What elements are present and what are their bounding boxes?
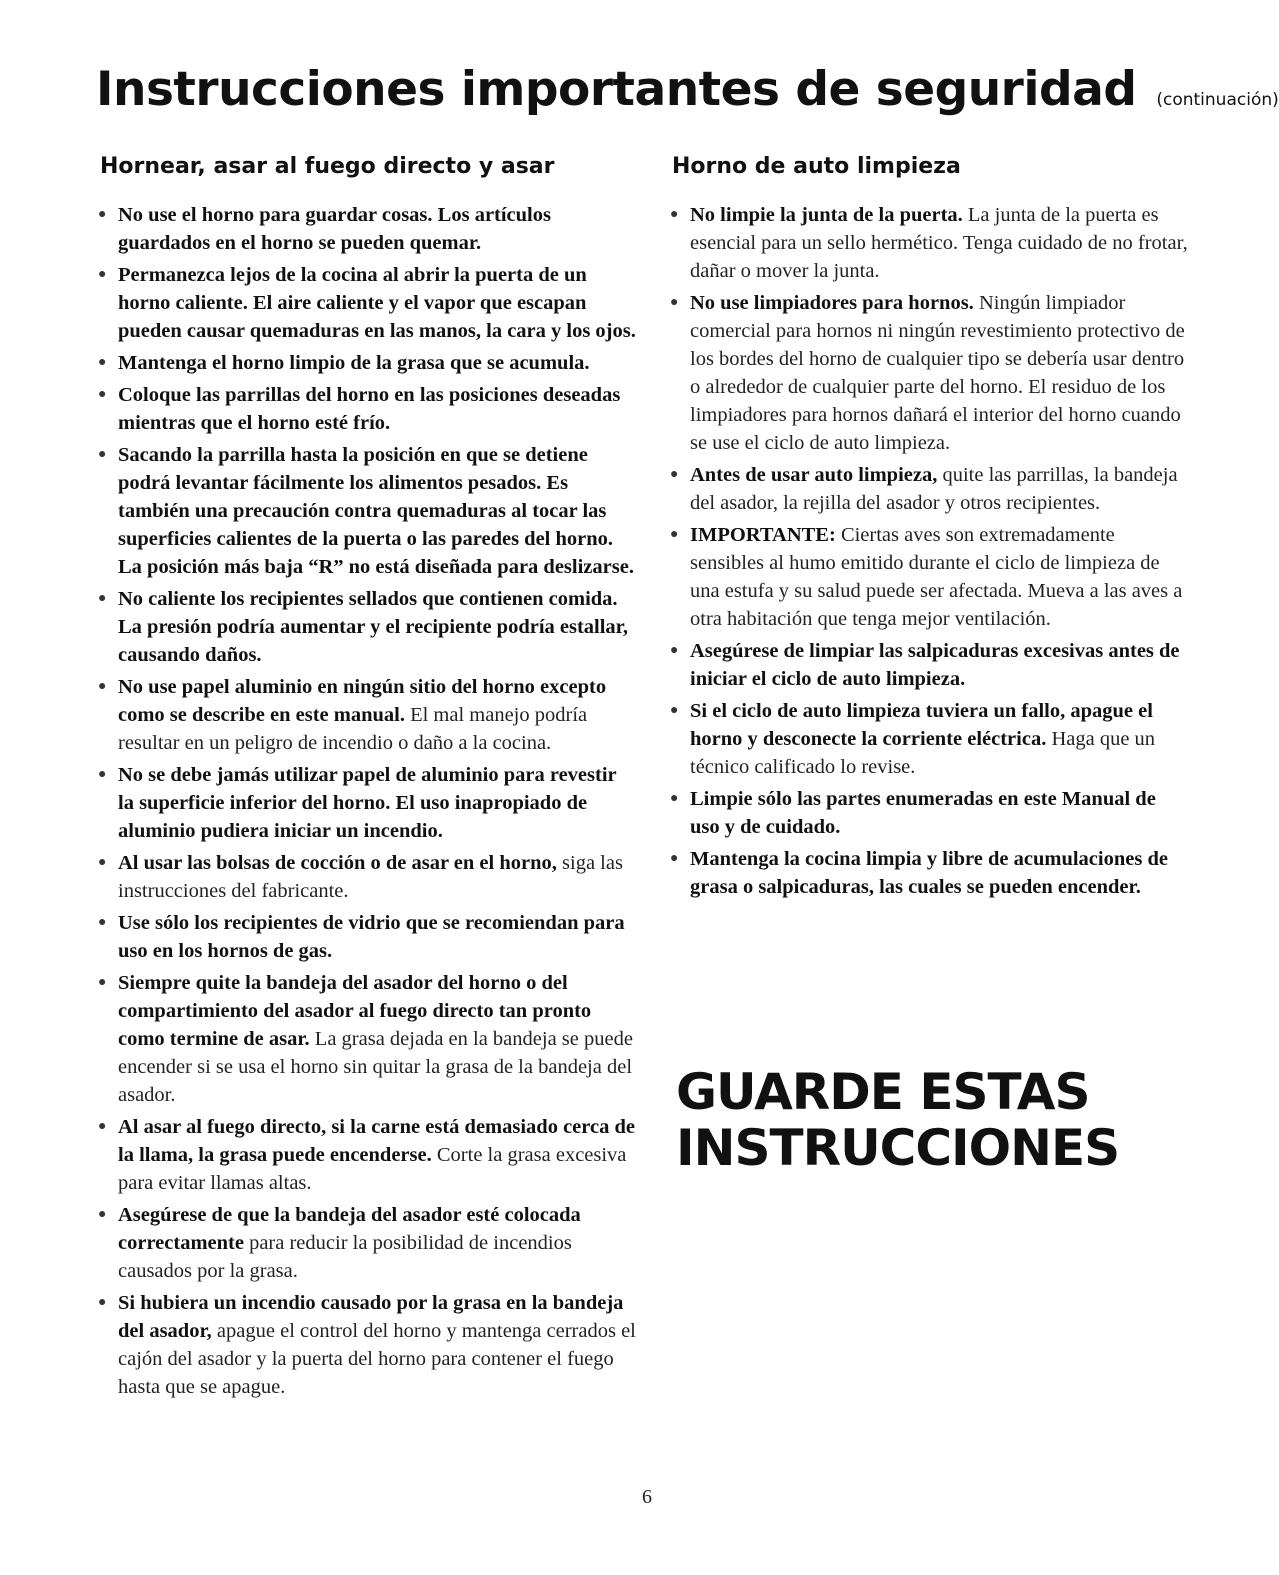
list-item-text: Ciertas aves son extremadamente sensibles al humo emitido durante el ciclo de limpieza de una estufa y su salud puede ser afectada. Mueva a las aves a otra habitación que tenga mejor ventilación. [690,524,1183,630]
list-item-text: siga las instrucciones del fabricante. [118,852,623,902]
bullet-icon: ● [98,591,107,606]
section-heading-bake-broil: Hornear, asar al fuego directo y asar [100,154,555,179]
list-item [668,697,1188,781]
list-item [96,969,636,1109]
page-title [96,62,1279,117]
list-item-bold-text: Mantenga la cocina limpia y libre de acumulaciones de grasa o salpicaduras, las cuales se pueden encender. [690,848,1168,898]
list-item-bold-text: No limpie la junta de la puerta. [690,204,963,226]
safety-list-self-clean [668,201,1188,901]
save-instructions-line2: INSTRUCCIONES [676,1119,1120,1177]
page-number: 6 [642,1486,652,1508]
list-item [668,845,1188,901]
list-item-bold-text: IMPORTANTE: [690,524,836,546]
list-item [96,849,636,905]
list-item [96,1201,636,1285]
list-item-bold-text: Al usar las bolsas de cocción o de asar en el horno, [118,852,557,874]
bullet-icon: ● [98,855,107,870]
list-item [96,441,636,581]
bullet-icon: ● [98,207,107,222]
bullet-icon: ● [670,851,679,866]
left-column [96,154,636,1405]
list-item [96,909,636,965]
list-item-text: Haga que un técnico calificado lo revise. [690,728,1156,778]
list-item [96,1289,636,1401]
list-item-bold-text: Asegúrese de limpiar las salpicaduras excesivas antes de iniciar el ciclo de auto limpieza. [690,640,1180,690]
list-item-text: apague el control del horno y mantenga cerrados el cajón del asador y la puerta del horno para contener el fuego hasta que se apague. [118,1320,636,1398]
save-instructions-banner [676,1064,1119,1176]
list-item-bold-text: Asegúrese de que la bandeja del asador esté colocada correctamente [118,1204,581,1254]
list-item [668,785,1188,841]
bullet-icon: ● [98,447,107,462]
list-item [668,289,1188,457]
page-title-suffix: (continuación) [1156,90,1279,110]
list-item-text: quite las parrillas, la bandeja del asador, la rejilla del asador y otros recipientes. [690,464,1178,514]
list-item [96,761,636,845]
list-item-bold-text: No use limpiadores para hornos. [690,292,974,314]
list-item-text: para reducir la posibilidad de incendios causados por la grasa. [118,1232,572,1282]
list-item-bold-text: Al asar al fuego directo, si la carne está demasiado cerca de la llama, la grasa puede encenderse. [118,1116,635,1166]
list-item [96,201,636,257]
section-heading-self-clean: Horno de auto limpieza [672,154,961,179]
list-item-bold-text: Permanezca lejos de la cocina al abrir la puerta de un horno caliente. El aire caliente y el vapor que escapan pueden causar quemaduras en las manos, la cara y los ojos. [118,264,636,342]
bullet-icon: ● [670,207,679,222]
list-item-text: El mal manejo podría resultar en un peligro de incendio o daño a la cocina. [118,704,588,754]
list-item [96,381,636,437]
list-item [96,585,636,669]
bullet-icon: ● [670,791,679,806]
list-item-bold-text: Si hubiera un incendio causado por la grasa en la bandeja del asador, [118,1292,624,1342]
bullet-icon: ● [98,387,107,402]
list-item [668,521,1188,633]
list-item-bold-text: Mantenga el horno limpio de la grasa que se acumula. [118,352,590,374]
bullet-icon: ● [98,1207,107,1222]
list-item-bold-text: Siempre quite la bandeja del asador del horno o del compartimiento del asador al fuego directo tan pronto como termine de asar. [118,972,592,1050]
safety-list-bake-broil [96,201,636,1401]
list-item [668,461,1188,517]
bullet-icon: ● [670,295,679,310]
list-item-bold-text: Sacando la parrilla hasta la posición en que se detiene podrá levantar fácilmente los alimentos pesados. Es también una precaución contra quemaduras al tocar las superficies calientes de la puerta o las paredes del horno. La posición más baja “R” no está diseñada para deslizarse. [118,444,634,578]
list-item-text: La grasa dejada en la bandeja se puede encender si se usa el horno sin quitar la grasa de la bandeja del asador. [118,1028,633,1106]
list-item [96,673,636,757]
list-item-bold-text: No se debe jamás utilizar papel de aluminio para revestir la superficie inferior del horno. El uso inapropiado de aluminio pudiera iniciar un incendio. [118,764,617,842]
list-item-bold-text: No use el horno para guardar cosas. Los artículos guardados en el horno se pueden quemar. [118,204,551,254]
save-instructions-line1: GUARDE ESTAS [676,1063,1090,1121]
page-title-text: Instrucciones importantes de seguridad [96,62,1137,117]
bullet-icon: ● [670,703,679,718]
bullet-icon: ● [98,915,107,930]
list-item-bold-text: Coloque las parrillas del horno en las posiciones deseadas mientras que el horno esté frío. [118,384,621,434]
list-item [96,261,636,345]
list-item-bold-text: Use sólo los recipientes de vidrio que se recomiendan para uso en los hornos de gas. [118,912,625,962]
list-item-bold-text: No caliente los recipientes sellados que contienen comida. La presión podría aumentar y el recipiente podría estallar, causando daños. [118,588,629,666]
list-item-bold-text: Si el ciclo de auto limpieza tuviera un fallo, apague el horno y desconecte la corriente eléctrica. [690,700,1153,750]
list-item-text: La junta de la puerta es esencial para un sello hermético. Tenga cuidado de no frotar, dañar o mover la junta. [690,204,1188,282]
list-item [668,637,1188,693]
list-item-bold-text: Antes de usar auto limpieza, [690,464,938,486]
list-item-text: Corte la grasa excesiva para evitar llamas altas. [118,1144,627,1194]
bullet-icon: ● [98,355,107,370]
list-item-bold-text: No use papel aluminio en ningún sitio del horno excepto como se describe en este manual. [118,676,607,726]
bullet-icon: ● [670,467,679,482]
bullet-icon: ● [98,1119,107,1134]
bullet-icon: ● [98,679,107,694]
bullet-icon: ● [98,975,107,990]
list-item-text: Ningún limpiador comercial para hornos ni ningún revestimiento protectivo de los bordes del horno de cualquier tipo se debería usar dentro o alrededor de cualquier parte del horno. El residuo de los limpiadores para hornos dañará el interior del horno cuando se use el ciclo de auto limpieza. [690,292,1185,454]
list-item-bold-text: Limpie sólo las partes enumeradas en este Manual de uso y de cuidado. [690,788,1156,838]
bullet-icon: ● [98,1295,107,1310]
bullet-icon: ● [670,527,679,542]
list-item [96,349,636,377]
right-column [668,154,1188,905]
bullet-icon: ● [670,643,679,658]
list-item [668,201,1188,285]
bullet-icon: ● [98,267,107,282]
list-item [96,1113,636,1197]
bullet-icon: ● [98,767,107,782]
